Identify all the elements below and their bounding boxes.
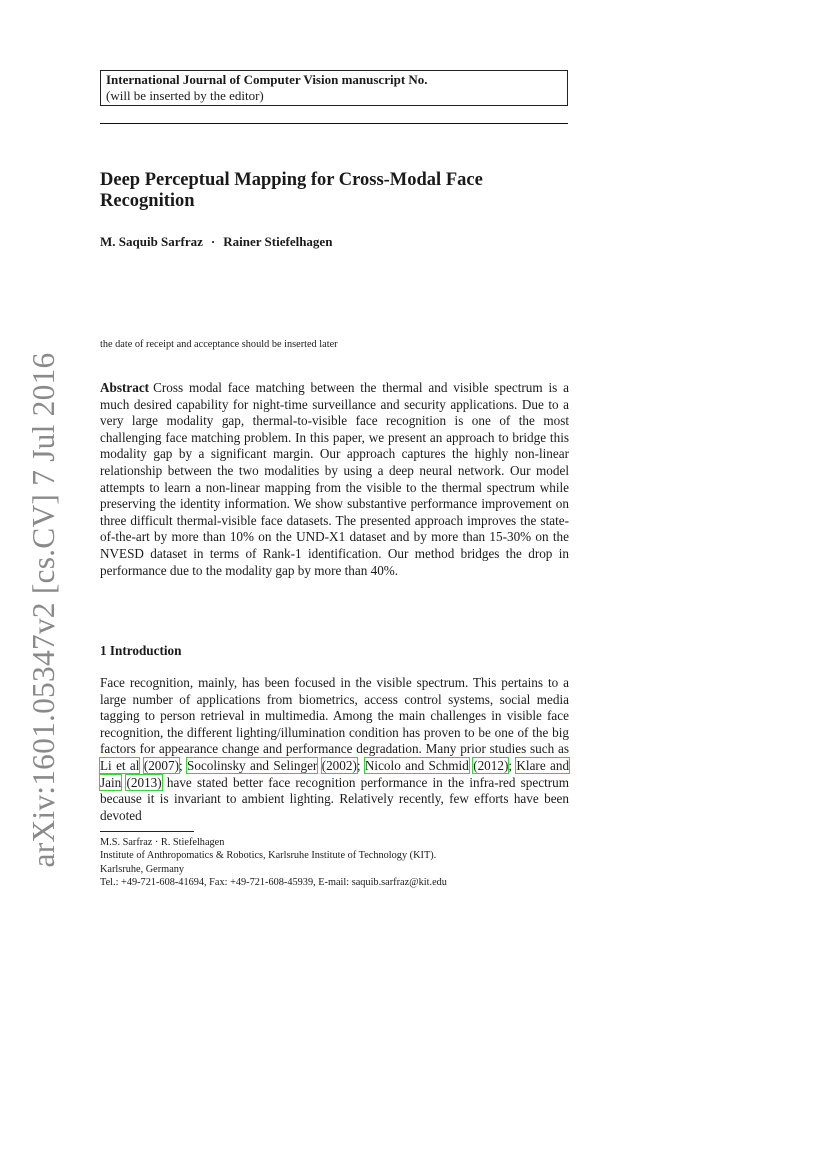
receipt-note: the date of receipt and acceptance should be inserted later — [100, 339, 338, 350]
header-rule — [100, 123, 568, 124]
paper-title: Deep Perceptual Mapping for Cross-Modal Face Recognition — [100, 170, 483, 211]
section-heading-introduction: 1 Introduction — [100, 643, 182, 658]
arxiv-id-text: arXiv:1601.05347v2 [cs.CV] 7 Jul 2016 — [26, 352, 61, 868]
citation-socolinsky-name[interactable]: Socolinsky and Selinger — [187, 757, 318, 773]
footnote-contact: Tel.: +49-721-608-41694, Fax: +49-721-608-45939, E-mail: saquib.sarfraz@kit.edu — [100, 877, 447, 889]
citation-li-year[interactable]: (2007) — [143, 757, 179, 773]
journal-name: International Journal of Computer Vision manuscript No. — [106, 72, 428, 87]
editor-note: (will be inserted by the editor) — [106, 88, 264, 103]
intro-text-end: have stated better face recognition performance in the infra-red spectrum because it is invariant to ambient lighting. Relatively recently, few efforts have been devoted — [100, 774, 570, 823]
footnote-rule — [100, 831, 194, 832]
citation-separator: ; — [178, 757, 183, 773]
abstract-label: Abstract — [100, 380, 150, 395]
author-sarfraz: M. Saquib Sarfraz — [100, 234, 203, 249]
author-footnote — [100, 836, 570, 890]
citation-separator: ; — [508, 757, 513, 773]
introduction-paragraph — [100, 675, 569, 824]
footnote-city: Karlsruhe, Germany — [100, 863, 185, 875]
author-separator: · — [210, 234, 216, 249]
citation-li-name[interactable]: Li et al — [100, 757, 140, 773]
citation-klare-name[interactable]: Klare and Jain — [100, 757, 570, 790]
intro-text-start: Face recognition, mainly, has been focused in the visible spectrum. This pertains to a large number of applications from biometrics, access control systems, social media tagging to person retrieval in multimedia. Among the main challenges in visible face recognition, the different lighting/illumination condition has proven to be one of the big factors for appearance change and performance degradation. Many prior studies such as — [100, 675, 569, 757]
journal-header-box — [100, 70, 568, 106]
citation-separator: ; — [356, 757, 361, 773]
citation-nicolo-name[interactable]: Nicolo and Schmid — [364, 757, 469, 773]
author-list — [100, 234, 332, 250]
citation-klare-year[interactable]: (2013) — [126, 774, 162, 790]
citation-nicolo-year[interactable]: (2012) — [473, 757, 509, 773]
author-stiefelhagen: Rainer Stiefelhagen — [223, 234, 333, 249]
footnote-institute: Institute of Anthropomatics & Robotics, Karlsruhe Institute of Technology (KIT). — [100, 850, 437, 862]
citation-socolinsky-year[interactable]: (2002) — [321, 757, 357, 773]
abstract — [100, 380, 569, 579]
footnote-authors: M.S. Sarfraz · R. Stiefelhagen — [100, 837, 225, 848]
abstract-text: Cross modal face matching between the thermal and visible spectrum is a much desired capability for night-time surveillance and security applications. Due to a very large modality gap, thermal-to-visible face recognition is one of the most challenging face matching problem. In this paper, we present an approach to bridge this modality gap by a significant margin. Our approach captures the highly non-linear relationship between the two modalities by using a deep neural network. Our model attempts to learn a non-linear mapping from the visible to the thermal spectrum while preserving the identity information. We show substantive performance improvement on three difficult thermal-visible face datasets. The presented approach improves the state-of-the-art by more than 10% on the UND-X1 dataset and by more than 15-30% on the NVESD dataset in terms of Rank-1 identification. Our method bridges the drop in performance due to the modality gap by more than 40%. — [100, 380, 569, 578]
arxiv-sidebar-stamp — [22, 352, 66, 868]
